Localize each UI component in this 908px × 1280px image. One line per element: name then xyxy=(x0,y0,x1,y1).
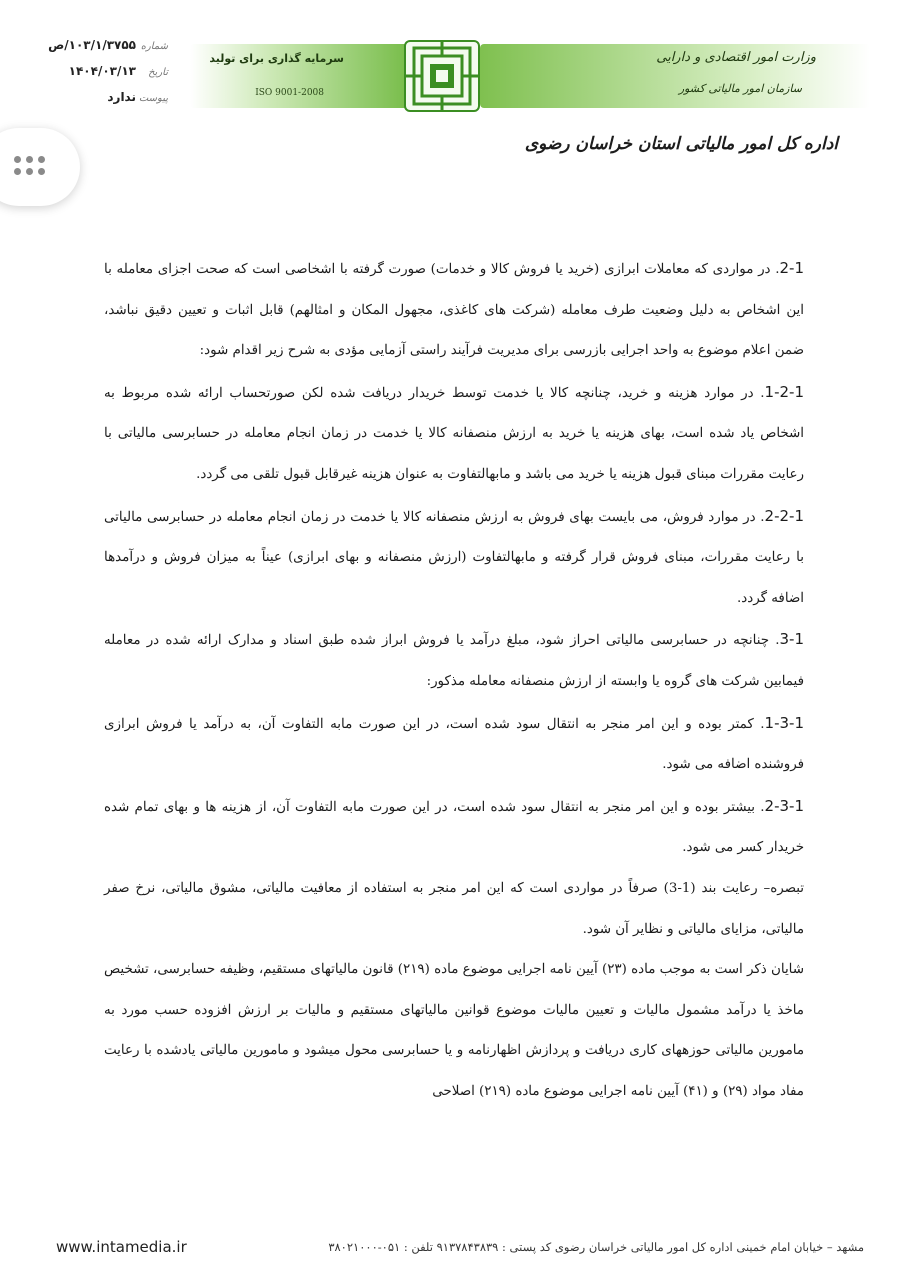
letter-date-label: تاریخ xyxy=(148,67,168,78)
letter-attachment-label: پیوست xyxy=(138,93,168,104)
clause-number: 1-2-1 xyxy=(764,382,804,401)
slogan-banner xyxy=(190,44,408,108)
ministry-banner xyxy=(480,44,870,108)
paragraph-text: . چنانچه در حسابرسی مالیاتی احراز شود، مبلغ درآمد یا فروش ابراز شده طبق اسناد و مدارک ارائه شده در معامله فیمابین شرکت های گروه یا وابسته از ارزش منصفانه معامله مذکور: xyxy=(104,633,804,689)
ministry-name: وزارت امور اقتصادی و دارایی xyxy=(656,50,816,65)
letter-attachment: ندارد xyxy=(107,90,136,104)
letter-number-label: شماره xyxy=(140,41,168,52)
letter-date: ۱۴۰۴/۰۳/۱۳ xyxy=(68,64,136,78)
paragraph xyxy=(104,786,804,869)
paragraph-text: . در موارد فروش، می بایست بهای فروش به ارزش منصفانه کالا یا خدمت در زمان انجام معامله در حسابرسی مالیاتی با رعایت مقررات، مبنای فروش قرار گرفته و مابهالتفاوت (ارزش منصفانه و بهای ابرازی) عیناً به میزان فروش و درآمدها اضافه گردد. xyxy=(104,509,804,606)
clause-number: 2-1 xyxy=(779,259,804,277)
letter-meta xyxy=(38,38,168,116)
paragraph xyxy=(104,372,804,496)
clause-number: 2-2-1 xyxy=(764,506,804,525)
website-link[interactable]: www.intamedia.ir xyxy=(56,1238,187,1256)
paragraph xyxy=(104,703,804,786)
grid-dots-icon xyxy=(14,152,54,182)
letter-date-row xyxy=(38,64,168,90)
paragraph xyxy=(104,248,804,372)
paragraph xyxy=(104,496,804,620)
department-title: اداره کل امور مالیاتی استان خراسان رضوی xyxy=(524,134,838,154)
slogan-text: سرمایه گذاری برای تولید xyxy=(209,52,344,65)
letter-number-row xyxy=(38,38,168,64)
letter-attachment-row xyxy=(38,90,168,116)
letter-footer xyxy=(56,1238,864,1262)
note-paragraph xyxy=(104,869,804,950)
paragraph-text: . در موارد هزینه و خرید، چنانچه کالا یا خدمت توسط خریدار دریافت شده لکن صورتحساب ارائه شده مربوط به اشخاص یاد شده است، بهای هزینه یا خرید به ارزش منصفانه کالا یا خدمت در زمان انجام معامله در حسابرسی مالیاتی با رعایت مقررات مبنای قبول هزینه یا خرید می باشد و مابهالتفاوت به عنوان هزینه غیرقابل قبول تلقی می گردد. xyxy=(104,385,804,482)
tax-organization-logo-icon xyxy=(404,40,480,112)
clause-number: 3-1 xyxy=(779,630,804,649)
organization-name: سازمان امور مالیاتی کشور xyxy=(678,82,802,95)
logo-graphic xyxy=(406,42,478,110)
floating-menu-button[interactable] xyxy=(0,128,80,206)
clause-number: 1-3-1 xyxy=(764,713,804,732)
iso-text: ISO 9001-2008 xyxy=(255,88,324,98)
paragraph xyxy=(104,950,804,1112)
paragraph-text: تبصره– رعایت بند (1-3) صرفاً در مواردی است که این امر منجر به استفاده از معافیت مالیاتی، مشوق مالیاتی، نرخ صفر مالیاتی، مزایای مالیاتی و نظایر آن شود. xyxy=(104,880,804,937)
paragraph-text: شایان ذکر است به موجب ماده (۲۳) آیین نامه اجرایی موضوع ماده (۲۱۹) قانون مالیاتهای مستقیم، وظیفه حسابرسی، تشخیص ماخذ یا درآمد مشمول مالیات و تعیین مالیات موضوع قوانین مالیاتهای مستقیم و مالیات بر ارزش افزوده حسب مورد به مامورین مالیاتی حوزههای کاری دریافت و پردازش اظهارنامه و یا حسابرسی محول میشود و مامورین مالیاتی یادشده با رعایت مفاد مواد (۲۹) و (۴۱) آیین نامه اجرایی موضوع ماده (۲۱۹) اصلاحی xyxy=(104,962,804,1099)
clause-number: 2-3-1 xyxy=(764,796,804,815)
paragraph xyxy=(104,619,804,702)
paragraph-text: . در مواردی که معاملات ابرازی (خرید یا فروش کالا و خدمات) صورت گرفته با اشخاصی است که صحت اجزای معامله با این اشخاص به دلیل وضعیت طرف معامله (شرکت های کاغذی، مجهول المکان و امثالهم) قابل اثبات و تعیین دقیق نباشد، ضمن اعلام موضوع به واحد اجرایی بازرسی برای مدیریت فرآیند راستی آزمایی مؤدی به شرح زیر اقدام شود: xyxy=(104,262,804,359)
paragraph-text: . بیشتر بوده و این امر منجر به انتقال سود شده است، در این صورت مابه التفاوت آن، از هزینه ها و بهای تمام شده خریدار کسر می شود. xyxy=(104,799,804,856)
letter-number: ۱۰۳/۱/۳۷۵۵/ص xyxy=(48,38,136,52)
paragraph-text: . کمتر بوده و این امر منجر به انتقال سود شده است، در این صورت مابه التفاوت آن، به درآمد یا فروش ابرازی فروشنده اضافه می شود. xyxy=(104,716,804,773)
letter-body xyxy=(104,248,804,1112)
footer-address: مشهد – خیابان امام خمینی اداره کل امور مالیاتی خراسان رضوی کد پستی : ۹۱۳۷۸۴۳۸۳۹ تلفن : ۰۵۱-۳۸۰۲۱۰۰۰ xyxy=(328,1240,864,1254)
